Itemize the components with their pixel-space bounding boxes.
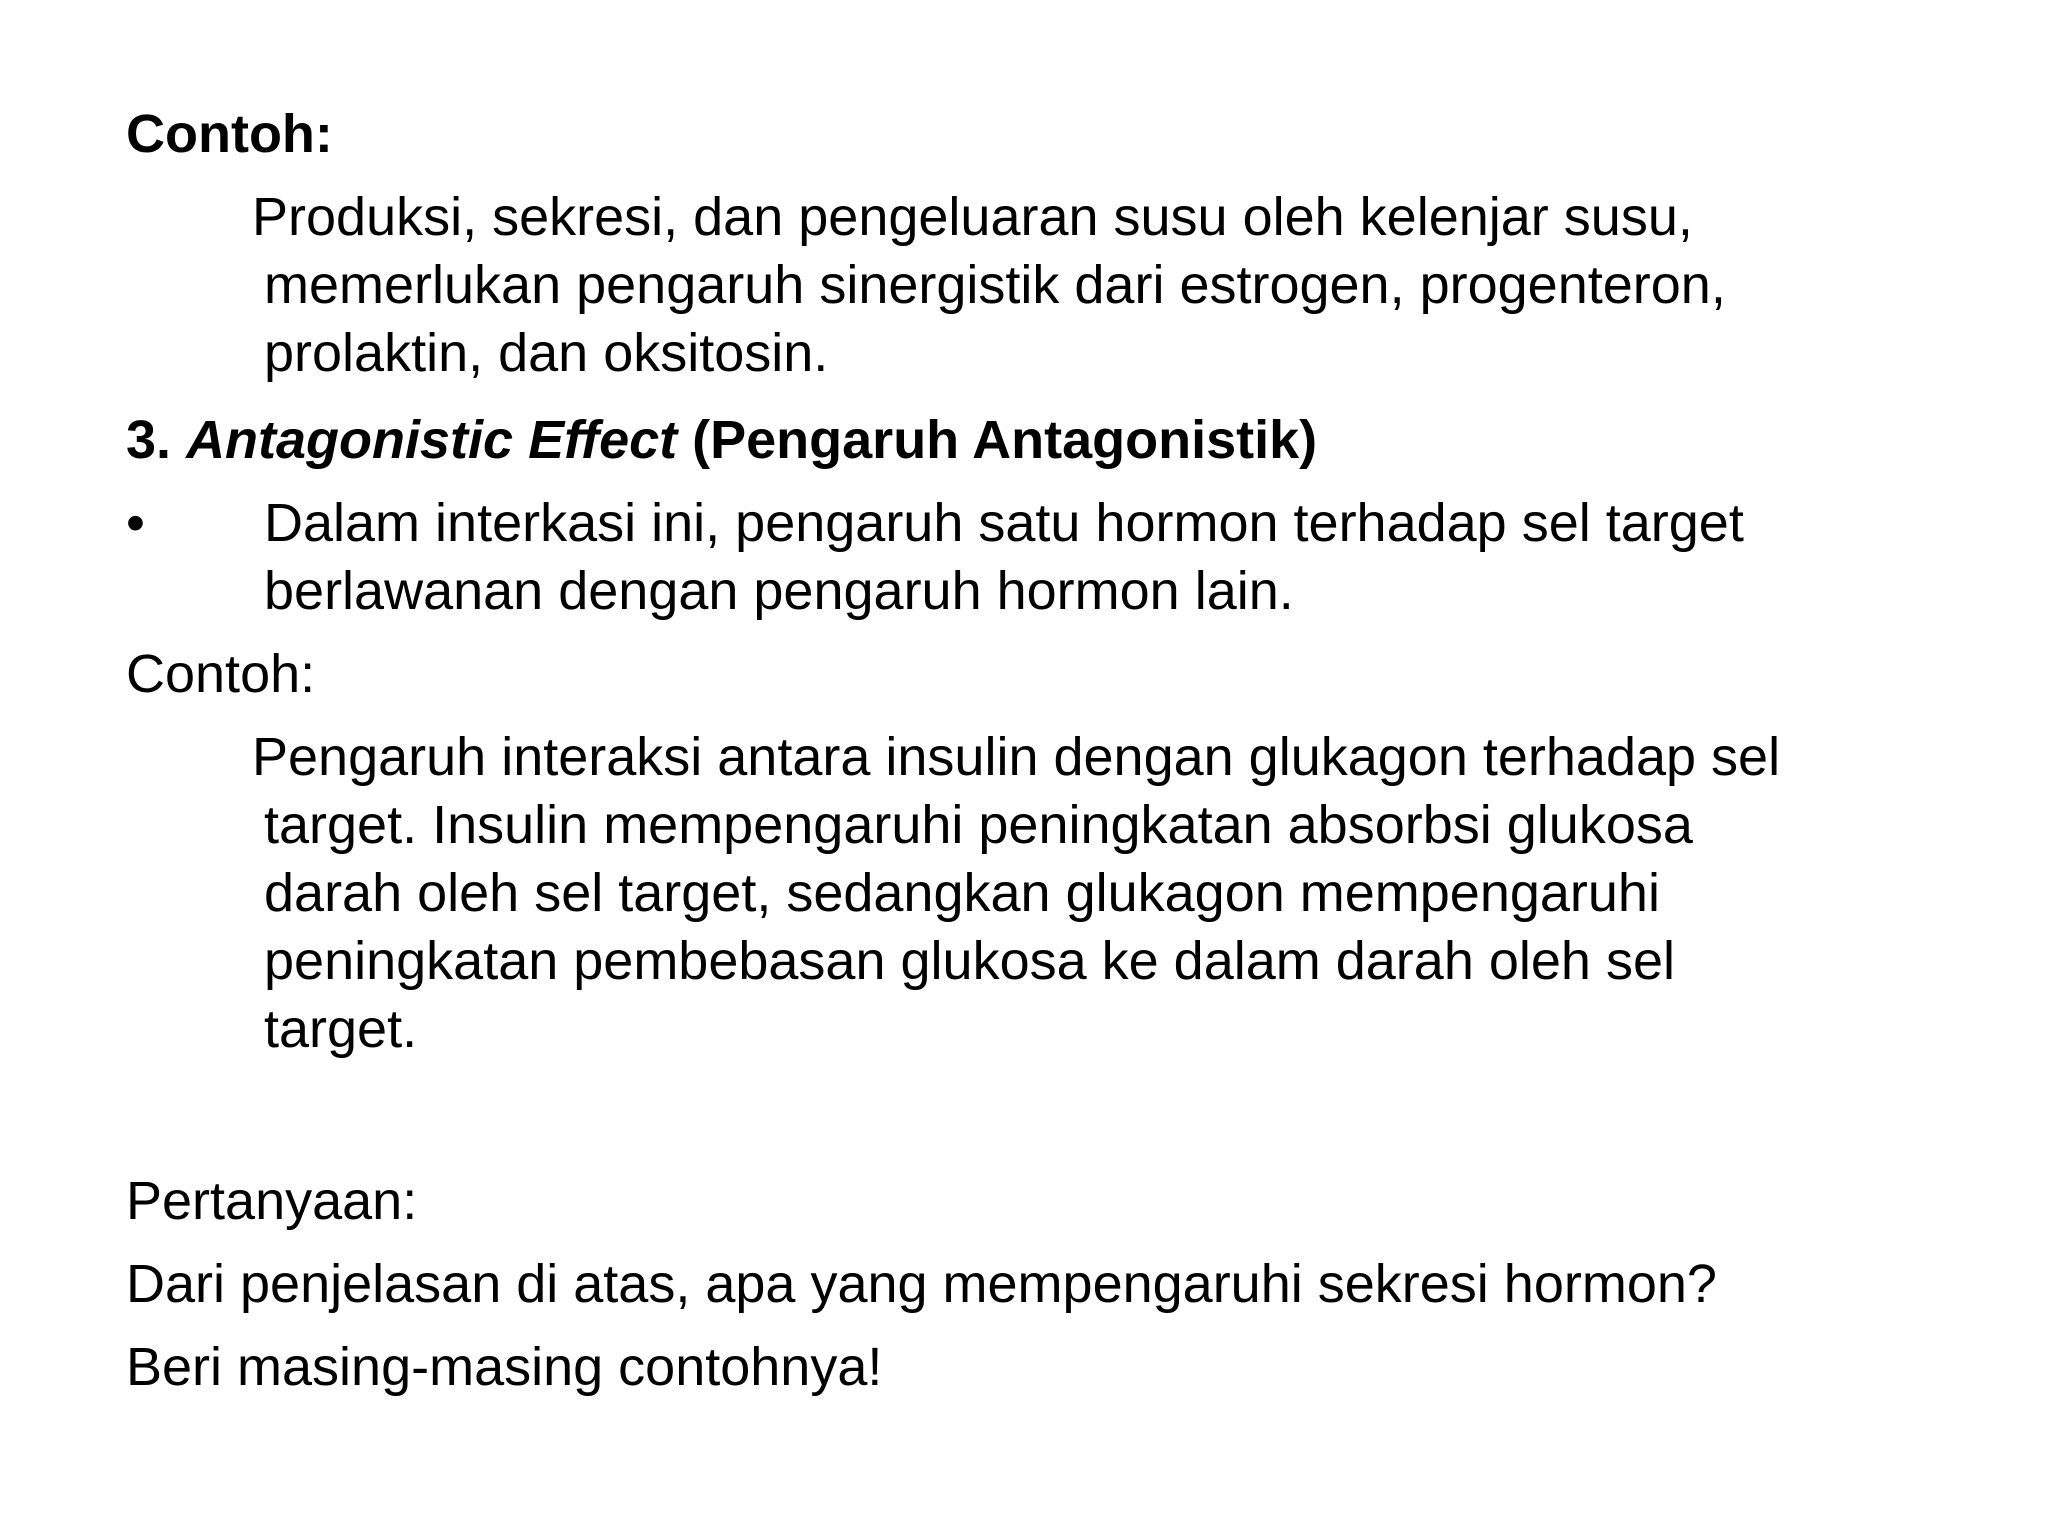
bullet-icon: • xyxy=(126,493,145,553)
example2-line-5: target. xyxy=(264,999,418,1059)
example2-line-2: target. Insulin mempengaruhi peningkatan absorbsi glukosa xyxy=(264,795,1693,855)
section-3-heading xyxy=(126,406,1317,474)
example1-line-3: prolaktin, dan oksitosin. xyxy=(264,323,829,383)
section-3-title-italic: Antagonistic Effect xyxy=(186,410,678,470)
example2-line-3: darah oleh sel target, sedangkan glukagon mempengaruhi xyxy=(264,863,1660,923)
example1-line-2: memerlukan pengaruh sinergistik dari estrogen, progenteron, xyxy=(264,255,1726,315)
example2-heading: Contoh: xyxy=(126,644,316,704)
example2-line-1: Pengaruh interaksi antara insulin dengan glukagon terhadap sel xyxy=(252,727,1781,787)
bullet-line-1: Dalam interkasi ini, pengaruh satu hormon terhadap sel target xyxy=(264,493,1744,553)
example2-line-4: peningkatan pembebasan glukosa ke dalam darah oleh sel xyxy=(264,931,1675,991)
question-heading: Pertanyaan: xyxy=(126,1171,418,1231)
question-line-2: Beri masing-masing contohnya! xyxy=(126,1337,883,1397)
bullet-line-2: berlawanan dengan pengaruh hormon lain. xyxy=(264,561,1294,621)
question-line-1: Dari penjelasan di atas, apa yang mempengaruhi sekresi hormon? xyxy=(126,1254,1717,1314)
section-3-title-rest: (Pengaruh Antagonistik) xyxy=(692,410,1318,470)
example1-line-1: Produksi, sekresi, dan pengeluaran susu oleh kelenjar susu, xyxy=(252,187,1693,247)
example1-heading: Contoh: xyxy=(126,104,333,164)
section-3-number: 3. xyxy=(126,410,172,470)
